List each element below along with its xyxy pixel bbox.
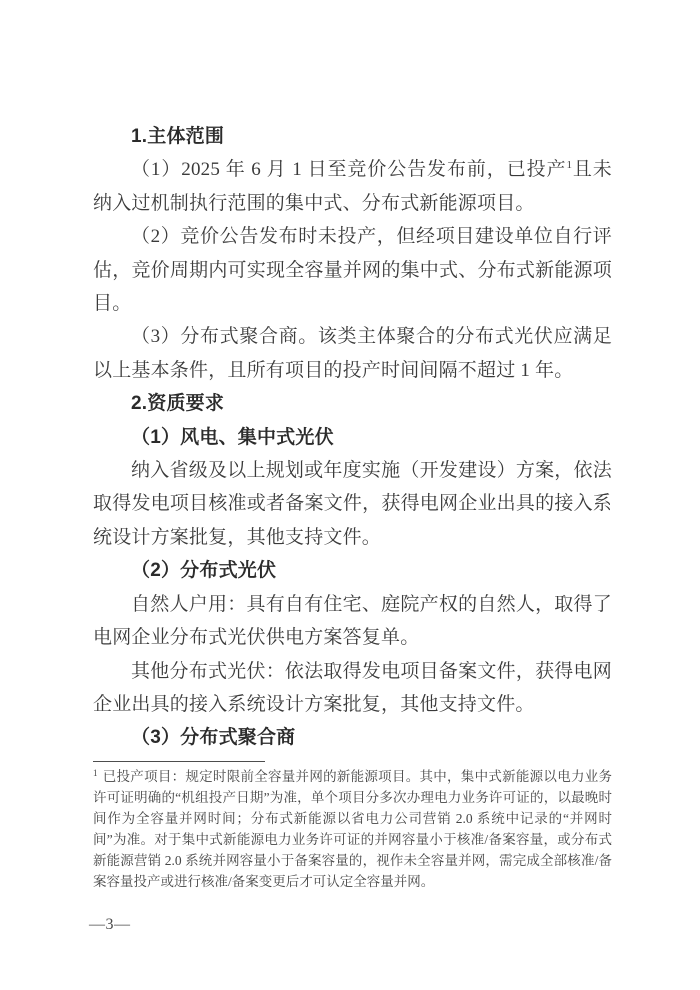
- paragraph-wind-centralized-pv: 纳入省级及以上规划或年度实施（开发建设）方案，依法取得发电项目核准或者备案文件，获得电网企业出具的接入系统设计方案批复，其他支持文件。: [93, 460, 612, 548]
- footnote-reference: 1: [566, 159, 573, 172]
- footnote-text: 已投产项目：规定时限前全容量并网的新能源项目。其中，集中式新能源以电力业务许可证明确的“机组投产日期”为准，单个项目分多次办理电力业务许可证的，以最晚时间作为全容量并网时间；分布式新能源以省电力公司营销 2.0 系统中记录的“并网时间”为准。对于集中式新能源电力业务许可证的并网容量小于核准/备案容量，或分布式新能源营销 2.0 系统并网容量小于备案容量的，视作未全容量并网，需完成全部核准/备案容量投产或进行核准/备案变更后才可认定全容量并网。: [93, 769, 612, 889]
- paragraph-text: 且未纳入过机制执行范围的集中式、分布式新能源项目。: [93, 159, 612, 214]
- heading-qualification-requirements: 2.资质要求: [131, 393, 225, 415]
- paragraph-other-distributed-pv: 其他分布式光伏：依法取得发电项目备案文件，获得电网企业出具的接入系统设计方案批复，其他支持文件。: [93, 660, 612, 715]
- page-number: —3—: [89, 916, 131, 933]
- heading-distributed-aggregator: （3）分布式聚合商: [131, 727, 296, 749]
- footnote: [93, 766, 612, 892]
- paragraph-item-3: （3）分布式聚合商。该类主体聚合的分布式光伏应满足以上基本条件，且所有项目的投产时间间隔不超过 1 年。: [93, 326, 612, 381]
- footnote-marker: 1: [93, 768, 98, 778]
- paragraph-text: （1）2025 年 6 月 1 日至竞价公告发布前，已投产: [131, 159, 567, 181]
- paragraph-natural-person: 自然人户用：具有自有住宅、庭院产权的自然人，取得了电网企业分布式光伏供电方案答复单。: [93, 593, 612, 649]
- heading-subject-scope: 1.主体范围: [131, 126, 225, 147]
- paragraph-item-2: （2）竞价公告发布时未投产，但经项目建设单位自行评估，竞价周期内可实现全容量并网的集中式、分布式新能源项目。: [93, 226, 612, 315]
- footnote-separator: [93, 761, 265, 762]
- heading-wind-centralized-pv: （1）风电、集中式光伏: [131, 426, 334, 448]
- heading-distributed-pv: （2）分布式光伏: [131, 560, 277, 582]
- document-body: [93, 120, 612, 755]
- paragraph-item-1: [93, 153, 612, 220]
